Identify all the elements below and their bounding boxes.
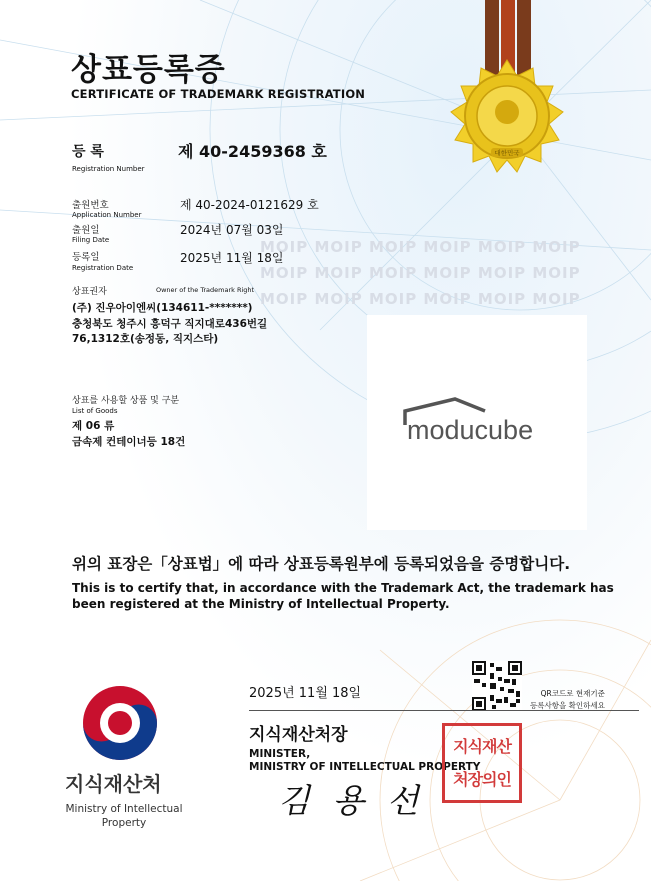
owner-label: 상표권자 — [72, 287, 107, 297]
watermark-row-1: MOIP MOIP MOIP MOIP MOIP MOIP — [260, 238, 581, 256]
registration-date: 2025년 11월 18일 — [180, 251, 284, 265]
minister-line1: MINISTER, — [249, 748, 311, 760]
goods-class: 제 06 류 — [72, 420, 115, 432]
application-number: 제 40-2024-0121629 호 — [180, 198, 319, 212]
qr-note-line1: QR코드로 현재기준 — [540, 689, 605, 698]
signature: 김 용 선 — [278, 781, 425, 820]
owner-name: (주) 진우아이엔씨(134611-*******) — [72, 302, 253, 314]
seal-text — [445, 730, 519, 796]
owner-address-line2: 76,1312호(송정동, 직지스타) — [72, 333, 219, 345]
qr-code-icon[interactable] — [472, 661, 522, 711]
minister-line2: MINISTRY OF INTELLECTUAL PROPERTY — [249, 761, 481, 773]
filing-label-en: Filing Date — [72, 236, 110, 244]
agency-name-english: Ministry of Intellectual Property — [65, 803, 183, 829]
goods-items: 금속제 컨테이너등 18건 — [72, 436, 186, 448]
goods-label: 상표를 사용할 상품 및 구분 — [72, 396, 180, 406]
signature-divider — [249, 710, 639, 711]
owner-label-en: Owner of the Trademark Right — [156, 286, 255, 294]
application-label: 출원번호 — [72, 200, 109, 211]
trademark-image — [367, 315, 587, 530]
owner-address-line1: 충청북도 청주시 흥덕구 직지대로436번길 — [72, 318, 268, 330]
filing-date: 2024년 07월 03일 — [180, 223, 284, 237]
registration-label: 등 록 — [72, 144, 104, 160]
official-seal-stamp — [442, 723, 522, 803]
ribbon-right — [517, 0, 531, 80]
watermark-row-3: MOIP MOIP MOIP MOIP MOIP MOIP — [260, 290, 581, 308]
page-subtitle: CERTIFICATE OF TRADEMARK REGISTRATION — [71, 87, 366, 101]
moducube-logo — [367, 315, 587, 530]
emblem-ribbon-text: 대한민국 — [494, 149, 520, 157]
page-title: 상표등록증 — [71, 52, 226, 88]
registration-date-label-en: Registration Date — [72, 264, 134, 272]
goods-label-en: List of Goods — [72, 407, 118, 415]
certification-korean: 위의 표장은「상표법」에 따라 상표등록원부에 등록되었음을 증명합니다. — [72, 555, 571, 573]
application-label-en: Application Number — [72, 211, 142, 219]
qr-note — [530, 688, 605, 712]
certification-english: This is to certify that, in accordance with the Trademark Act, the trademark has been registered at the Ministry of Intellectual Property. — [72, 581, 614, 611]
taegeuk-logo-icon — [80, 683, 160, 763]
commissioner-title: 지식재산처장 — [249, 725, 348, 745]
watermark-row-2: MOIP MOIP MOIP MOIP MOIP MOIP — [260, 264, 581, 282]
gold-emblem — [425, 0, 590, 205]
registration-number: 제 40-2459368 호 — [178, 142, 327, 161]
registration-date-label: 등록일 — [72, 252, 100, 263]
agency-name-korean: 지식재산처 — [65, 772, 162, 796]
registration-label-en: Registration Number — [72, 165, 145, 173]
issue-date: 2025년 11월 18일 — [249, 686, 362, 701]
seal-line2: 처장의인 — [453, 770, 511, 789]
seal-line1: 지식재산 — [453, 737, 511, 756]
qr-note-line2: 등록사항을 확인하세요 — [530, 701, 605, 710]
filing-label: 출원일 — [72, 225, 100, 236]
ribbon-left — [485, 0, 499, 80]
trademark-text: moducube — [407, 415, 534, 445]
